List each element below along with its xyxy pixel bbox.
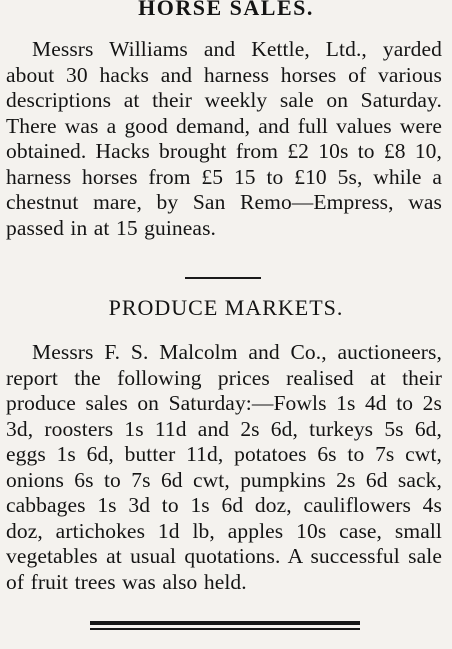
end-rule-thin xyxy=(90,628,360,630)
end-rule-thick xyxy=(90,621,360,625)
produce-markets-heading: PRODUCE MARKETS. xyxy=(108,295,344,320)
horse-sales-article: Messrs Williams and Kettle, Ltd., yarded about 30 hacks and harness horses of various descriptions at their weekly sale on Saturday. There was a good demand, and full values were obtained. Hacks brought from £2 10s to £8 10, harness horses from £5 15 to £10 5s, while a chestnut mare, by San Remo—Empress, was passed in at 15 guineas. xyxy=(6,37,442,240)
section-divider xyxy=(185,277,261,279)
horse-sales-heading: HORSE SALES. xyxy=(138,0,314,20)
produce-markets-article: Messrs F. S. Malcolm and Co., auctioneers, report the following prices realised at their produce sales on Saturday:—Fowls 1s 4d to 2s 3d, roosters 1s 11d and 2s 6d, turkeys 5s 6d, eggs 1s 6d, butter 11d, potatoes 6s to 7s cwt, onions 6s to 7s 6d cwt, pumpkins 2s 6d sack, cabbages 1s 3d to 1s 6d doz, cauliflowers 4s doz, artichokes 1d lb, apples 10s case, small vegetables at usual quotations. A successful sale of fruit trees was also held. xyxy=(6,340,442,594)
